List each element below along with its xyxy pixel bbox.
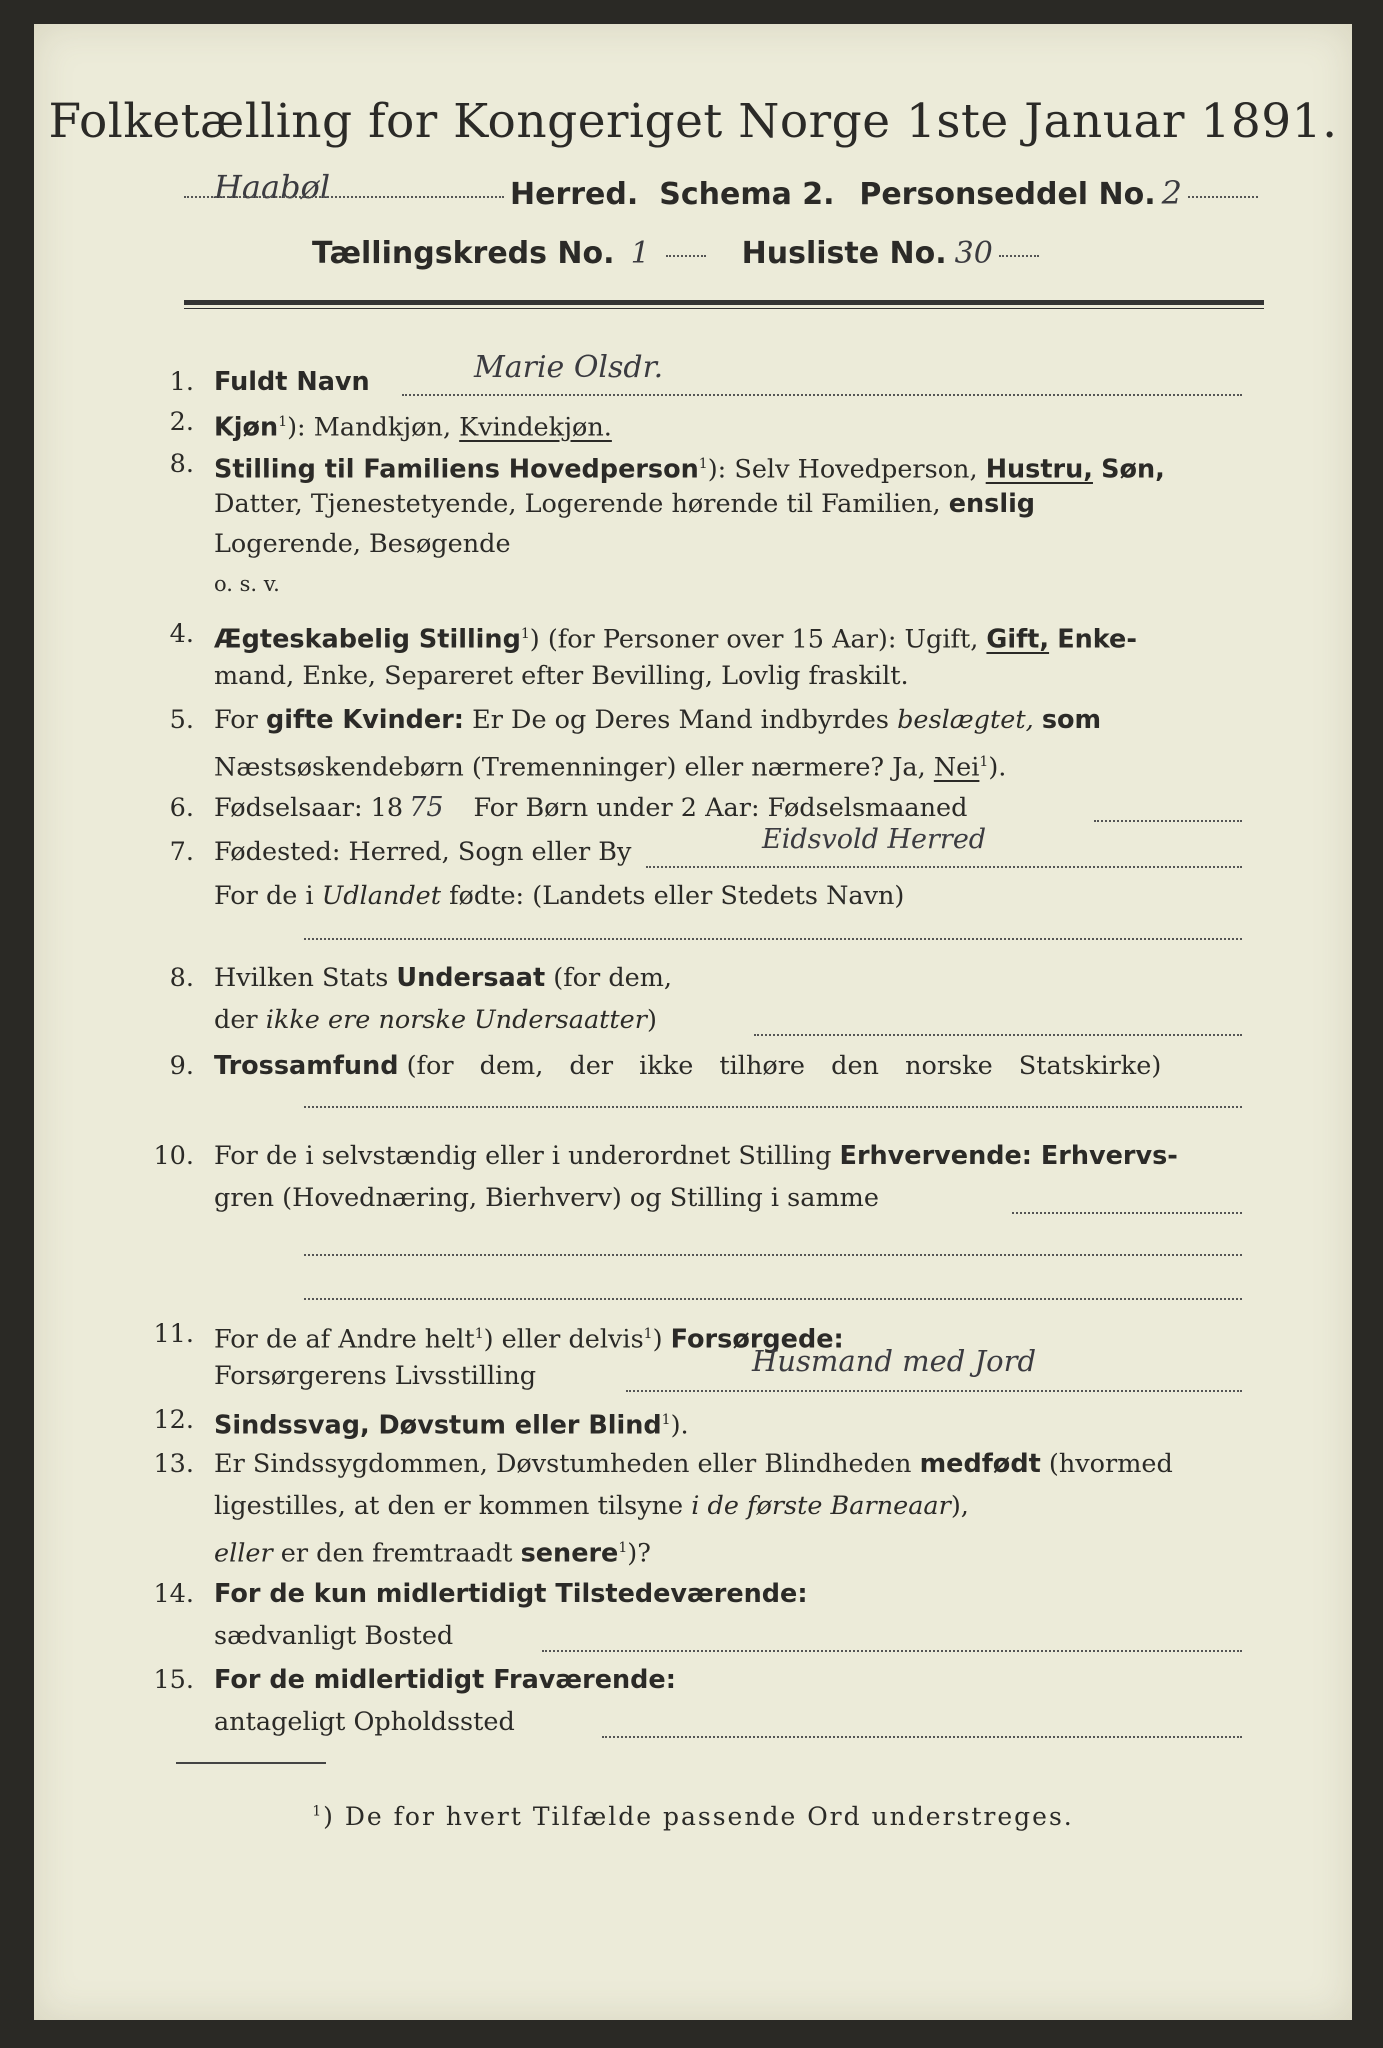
census-form-page: Folketælling for Kongeriget Norge 1ste Januar 1891. Haabøl Herred. Schema 2. Personseddel No. 2 Tællingskreds No. 1 Husliste No. 30 1. Fuldt Navn Marie Olsdr. 2. Kjøn$^1$): Mandkjøn, Kvindekjøn. 8. Stilling til Familiens Hovedperson$^1$): Selv Hovedperson, Hustru, Søn, Datter, Tjenestetyende, Logerende hørende til Familien, enslig Logerende, Besøgende o. s. v. 4. Ægteskabelig Stilling$^1$) (for Personer over 15 Aar): Ugift, Gift, Enke- mand, Enke, Separeret efter Bevilling, Lovlig fraskilt. 5. For gifte Kvinder: Er De og Deres Mand indbyrdes beslægtet, som Næstsøskendebørn (Tremenninger) eller nærmere? Ja, Nei$^1$). 6. Fødselsaar: 18 75 For Børn under 2 Aar: Fødselsmaaned 7. Fødested: Herred, Sogn eller By Eidsvold Herred For de i Udlandet fødte: (Landets eller Stedets Navn) 8. Hvilken Stats Undersaat (for dem, der ikke ere norske Undersaatter) 9. Trossamfund (for dem, der ikke tilhøre den norske Statskirke) 10. For de i selvstændig eller i underordnet Stilling Erhvervende: Erhvervs- gren (Hovednæring, Bierhverv) og Stilling i samme 11. For de af Andre helt$^1$) eller delvis$^1$) Forsørgede: Forsørgerens Livsstilling Husmand med Jord 12. Sindssvag, Døvstum eller Blind$^1$). 13. Er Sindssygdommen, Døvstumheden eller Blindheden medfødt (hvormed ligestilles, at den er kommen tilsyne i de første Barneaar), eller er den fremtraadt senere$^1$)? 14. For de kun midlertidigt Tilstedeværende: sædvanligt Bosted 15. For de midlertidigt Fraværende: antageligt Opholdssted $^1$) De for hvert Tilfælde passende Ord understreges. <box>34 24 1352 2020</box>
header-divider <box>184 300 1264 305</box>
q11-answer-handwriting: Husmand med Jord <box>752 1344 1037 1378</box>
q1-label: Fuldt Navn <box>214 367 370 397</box>
husliste-number: 30 <box>954 236 993 271</box>
form-title: Folketælling for Kongeriget Norge 1ste Januar 1891. <box>48 94 1338 149</box>
q3-selected-hustru: Hustru, <box>985 454 1093 485</box>
q2-selected-kvindekjon: Kvindekjøn. <box>459 412 612 443</box>
q6-year-handwriting: 75 <box>409 792 444 823</box>
municipality-handwriting: Haabøl <box>214 168 331 206</box>
krets-line <box>312 236 1045 271</box>
herred-line <box>184 168 1264 212</box>
footnote-divider <box>176 1762 326 1764</box>
personseddel-number: 2 <box>1161 174 1182 212</box>
schema-label: Schema 2. <box>659 177 835 212</box>
footnote: $^1$) De for hvert Tilfælde passende Ord understreges. <box>312 1802 1074 1831</box>
herred-label: Herred. <box>510 177 639 212</box>
q4-selected-gift: Gift, <box>986 624 1050 655</box>
q5-selected-nei: Nei <box>933 752 980 783</box>
header-divider-thin <box>184 308 1264 309</box>
personseddel-label: Personseddel No. <box>859 177 1156 212</box>
q7-answer-handwriting: Eidsvold Herred <box>762 824 987 855</box>
q1-answer-handwriting: Marie Olsdr. <box>474 350 664 385</box>
husliste-label: Husliste No. <box>741 236 947 271</box>
krets-number: 1 <box>630 236 650 271</box>
krets-label: Tællingskreds No. <box>312 236 615 271</box>
